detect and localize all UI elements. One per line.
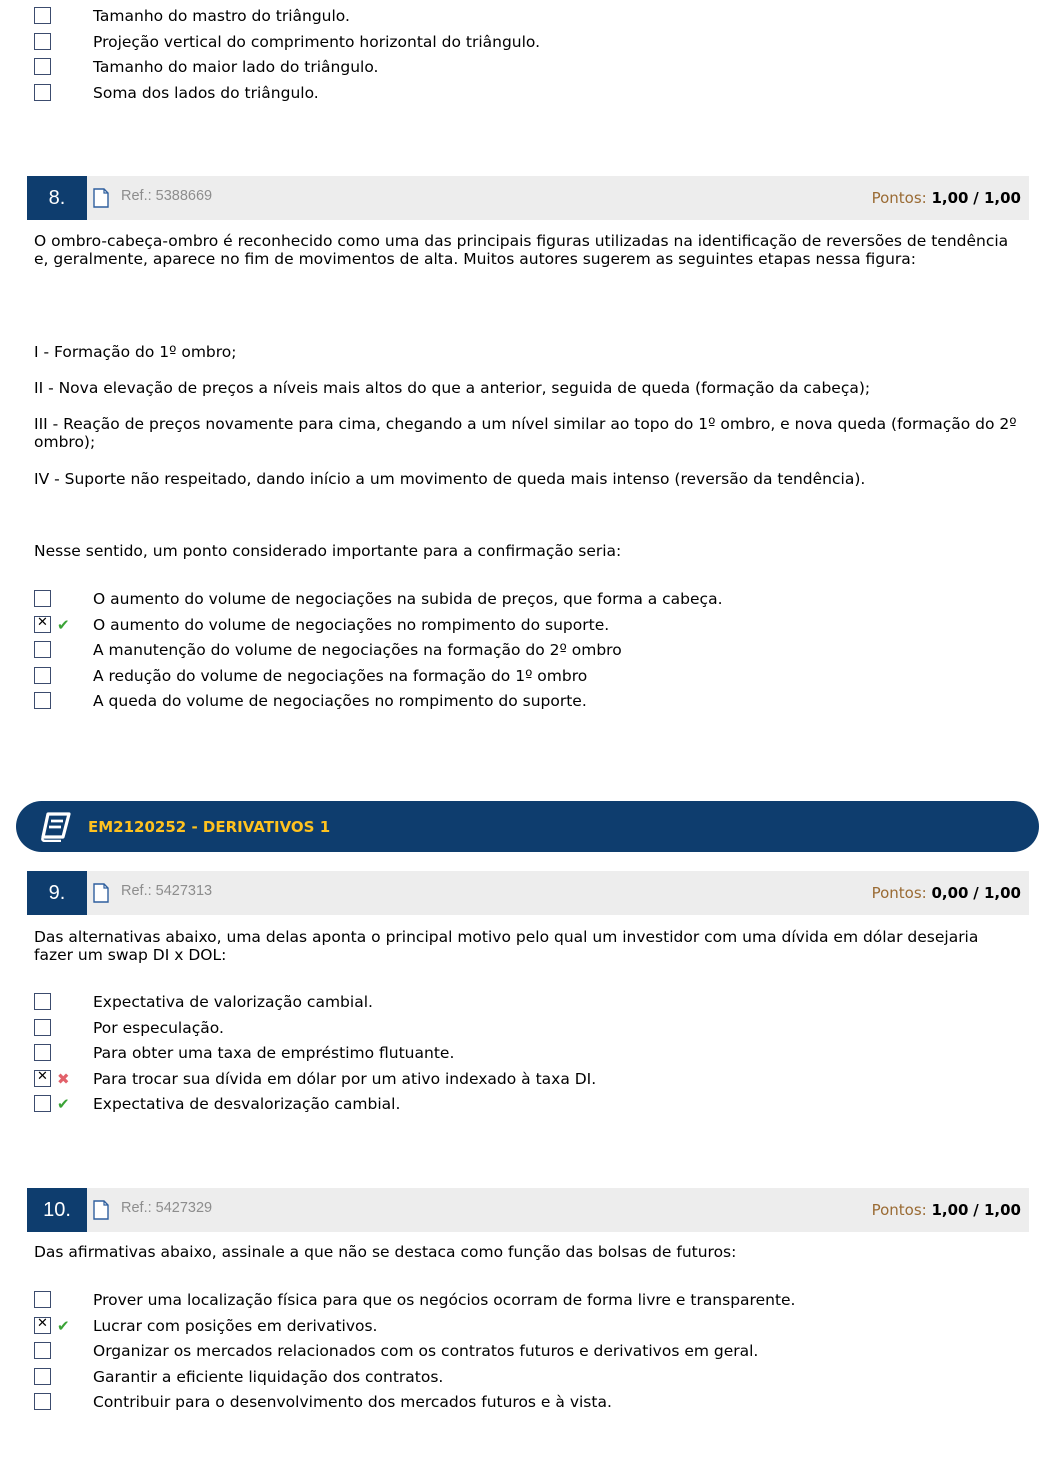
- points-total: / 1,00: [973, 189, 1021, 207]
- answer-text: Por especulação.: [93, 1018, 224, 1037]
- question-points: [872, 1201, 1021, 1219]
- answer-option[interactable]: [32, 1291, 1032, 1317]
- answer-checkbox[interactable]: [34, 1019, 51, 1036]
- points-value: 1,00: [931, 189, 969, 207]
- answer-text: A queda do volume de negociações no rompimento do suporte.: [93, 692, 587, 710]
- points-label: Pontos:: [871, 189, 927, 207]
- answer-checkbox[interactable]: [34, 7, 51, 24]
- answer-text: Projeção vertical do comprimento horizontal do triângulo.: [93, 32, 541, 51]
- answer-checkbox[interactable]: [34, 33, 51, 50]
- answer-option[interactable]: [32, 58, 1032, 84]
- q9-options: [32, 993, 1032, 1121]
- answer-text: Para trocar sua dívida em dólar por um ativo indexado à taxa DI.: [93, 1069, 597, 1088]
- question-intro: O ombro-cabeça-ombro é reconhecido como uma das principais figuras utilizadas na identificação de reversões de tendência e, geralmente, aparece no fim de movimentos de alta. Muitos autores sugerem as seguintes etapas nessa figura:: [34, 232, 1009, 268]
- answer-text: Tamanho do mastro do triângulo.: [93, 7, 350, 25]
- answer-option[interactable]: [32, 1019, 1032, 1045]
- answer-option[interactable]: [32, 1095, 1032, 1121]
- q10-options: [32, 1291, 1032, 1419]
- answer-text: Prover uma localização física para que os negócios ocorram de forma livre e transparente.: [93, 1291, 796, 1309]
- statement-1: I - Formação do 1º ombro;: [34, 343, 237, 361]
- question-prompt: Nesse sentido, um ponto considerado importante para a confirmação seria:: [34, 542, 622, 560]
- wrong-x-icon: ✖: [57, 1069, 70, 1088]
- answer-text: Lucrar com posições em derivativos.: [93, 1316, 378, 1335]
- question-header-8: [27, 176, 1029, 220]
- section-banner: [16, 801, 1039, 852]
- points-total: / 1,00: [973, 1201, 1021, 1219]
- answer-checkbox[interactable]: [34, 1317, 51, 1334]
- statement-4: IV - Suporte não respeitado, dando início a um movimento de queda mais intenso (reversão da tendência).: [34, 470, 866, 488]
- points-total: / 1,00: [973, 884, 1021, 902]
- document-icon[interactable]: [93, 1200, 109, 1220]
- answer-checkbox[interactable]: [34, 692, 51, 709]
- answer-option[interactable]: [32, 84, 1032, 110]
- section-title: EM2120252 - DERIVATIVOS 1: [88, 818, 331, 836]
- points-label: Pontos:: [871, 1201, 927, 1219]
- question-ref: Ref.: 5388669: [121, 188, 213, 204]
- answer-option[interactable]: [32, 1317, 1032, 1343]
- answer-option[interactable]: [32, 641, 1032, 667]
- question-ref: Ref.: 5427313: [121, 883, 213, 899]
- answer-option[interactable]: [32, 590, 1032, 616]
- answer-option[interactable]: [32, 993, 1032, 1019]
- answer-option[interactable]: [32, 616, 1032, 642]
- correct-check-icon: ✔: [57, 615, 70, 634]
- correct-check-icon: ✔: [57, 1095, 70, 1113]
- answer-option[interactable]: [32, 1044, 1032, 1070]
- answer-option[interactable]: [32, 1393, 1032, 1419]
- answer-text: Organizar os mercados relacionados com os contratos futuros e derivativos em geral.: [93, 1342, 759, 1360]
- answer-checkbox[interactable]: [34, 616, 51, 633]
- points-label: Pontos:: [871, 884, 927, 902]
- answer-option[interactable]: [32, 1368, 1032, 1394]
- question-intro: Das alternativas abaixo, uma delas aponta o principal motivo pelo qual um investidor com uma dívida em dólar desejaria fazer um swap DI x DOL:: [34, 928, 979, 964]
- document-icon[interactable]: [93, 883, 109, 903]
- answer-text: Expectativa de valorização cambial.: [93, 993, 373, 1011]
- document-icon[interactable]: [93, 188, 109, 208]
- answer-text: Contribuir para o desenvolvimento dos mercados futuros e à vista.: [93, 1393, 612, 1411]
- answer-text: Tamanho do maior lado do triângulo.: [93, 58, 379, 76]
- question-intro: Das afirmativas abaixo, assinale a que não se destaca como função das bolsas de futuros:: [34, 1243, 737, 1261]
- question-number: 8.: [27, 176, 87, 220]
- answer-text: Soma dos lados do triângulo.: [93, 83, 319, 102]
- answer-checkbox[interactable]: [34, 1044, 51, 1061]
- statement-3: III - Reação de preços novamente para cima, chegando a um nível similar ao topo do 1º ombro, e nova queda (formação do 2º ombro);: [34, 415, 1017, 451]
- statement-2: II - Nova elevação de preços a níveis mais altos do que a anterior, seguida de queda (formação da cabeça);: [34, 379, 871, 397]
- answer-option[interactable]: [32, 1070, 1032, 1096]
- answer-checkbox[interactable]: [34, 1368, 51, 1385]
- answer-checkbox[interactable]: [34, 84, 51, 101]
- answer-checkbox[interactable]: [34, 641, 51, 658]
- answer-checkbox[interactable]: [34, 1291, 51, 1308]
- question-ref: Ref.: 5427329: [121, 1200, 213, 1216]
- book-icon: [39, 810, 73, 842]
- question-header-10: [27, 1188, 1029, 1232]
- q7-options: [32, 7, 1032, 109]
- question-number: 10.: [27, 1188, 87, 1232]
- answer-text: Expectativa de desvalorização cambial.: [93, 1095, 401, 1113]
- question-header-9: [27, 871, 1029, 915]
- q8-options: [32, 590, 1032, 718]
- answer-option[interactable]: [32, 667, 1032, 693]
- answer-checkbox[interactable]: [34, 590, 51, 607]
- answer-checkbox[interactable]: [34, 993, 51, 1010]
- answer-checkbox[interactable]: [34, 1393, 51, 1410]
- answer-option[interactable]: [32, 692, 1032, 718]
- answer-checkbox[interactable]: [34, 58, 51, 75]
- answer-checkbox[interactable]: [34, 1095, 51, 1112]
- answer-checkbox[interactable]: [34, 667, 51, 684]
- answer-text: Garantir a eficiente liquidação dos contratos.: [93, 1367, 444, 1386]
- answer-text: O aumento do volume de negociações na subida de preços, que forma a cabeça.: [93, 590, 723, 608]
- answer-text: A redução do volume de negociações na formação do 1º ombro: [93, 666, 588, 685]
- answer-option[interactable]: [32, 7, 1032, 33]
- answer-text: Para obter uma taxa de empréstimo flutuante.: [93, 1044, 455, 1062]
- correct-check-icon: ✔: [57, 1316, 70, 1335]
- question-number: 9.: [27, 871, 87, 915]
- points-value: 1,00: [931, 1201, 969, 1219]
- answer-text: O aumento do volume de negociações no rompimento do suporte.: [93, 615, 610, 634]
- question-points: [872, 189, 1021, 207]
- answer-text: A manutenção do volume de negociações na formação do 2º ombro: [93, 641, 622, 659]
- answer-option[interactable]: [32, 33, 1032, 59]
- answer-checkbox[interactable]: [34, 1342, 51, 1359]
- points-value: 0,00: [931, 884, 969, 902]
- question-points: [872, 884, 1021, 902]
- answer-option[interactable]: [32, 1342, 1032, 1368]
- answer-checkbox[interactable]: [34, 1070, 51, 1087]
